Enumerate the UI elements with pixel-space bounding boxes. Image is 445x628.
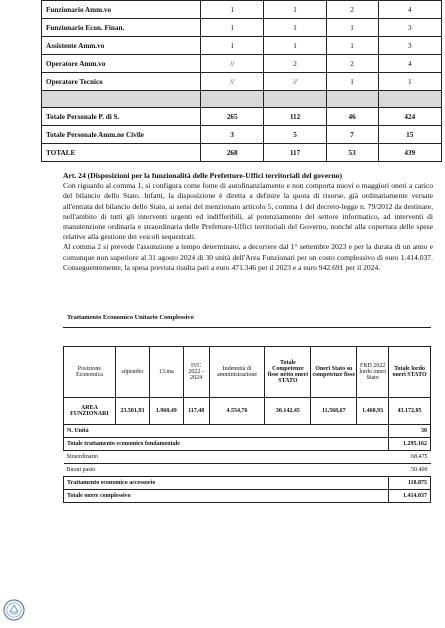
cell: 3 xyxy=(378,19,441,37)
row-label: Operatore Amm.vo xyxy=(42,55,201,73)
cell: 1 xyxy=(201,19,264,37)
personnel-table xyxy=(41,0,442,162)
cell: 3 xyxy=(378,37,441,55)
empty-cell xyxy=(264,91,326,108)
cell: 1 xyxy=(264,1,326,19)
cell: 117 xyxy=(264,144,326,162)
article-paragraph: Con riguardo al comma 1, si configura come fonte di autofinanziamento e non comporta nuovi o maggiori oneri a carico del bilancio dello Stato. Infatti, la disposizione è diretta a definire la quota di risorse, già ordinariamente versate all'entrata del bilancio dello Stato, ai sensi del menzionato articolo 5, comma 1 del decreto-legge n. 79/2012 da destinare, nell'ambito di tutti gli interventi urgenti ed indifferibili, al potenziamento del settore informatico, ad interventi di manutenzione ordinaria e straordinaria delle Prefetture-Uffici territoriali del Governo, nonché alla copertura delle spese relative alla gestione dei veicoli sequestrati. xyxy=(63,181,433,242)
empty-cell xyxy=(42,91,201,108)
column-header: Oneri Stato su competenze fisse xyxy=(311,347,357,398)
row-label: Totale Personale Amm.ne Civile xyxy=(42,126,201,144)
spacer-row xyxy=(42,91,442,108)
row-label: Funzionario Amm.vo xyxy=(42,1,201,19)
summary-label: Trattamento economico accessorio xyxy=(64,477,389,490)
summary-value: 118.875 xyxy=(389,477,431,490)
cost-table xyxy=(63,346,431,503)
cell: 117,48 xyxy=(183,398,209,425)
row-label: Operatore Tecnico xyxy=(42,73,201,91)
cell: 1 xyxy=(201,1,264,19)
cell: 15 xyxy=(378,126,441,144)
cell: 53 xyxy=(326,144,378,162)
summary-row xyxy=(64,477,431,490)
cell: 30.142,45 xyxy=(265,398,311,425)
cell: 4 xyxy=(378,55,441,73)
row-label: Totale Personale P. di S. xyxy=(42,108,201,126)
summary-label: Totale trattamento economico fondamentale xyxy=(64,438,389,451)
cell: 268 xyxy=(201,144,264,162)
summary-value: 50.400 xyxy=(389,464,431,477)
cell: 4.554,76 xyxy=(209,398,265,425)
cell: 265 xyxy=(201,108,264,126)
table-row xyxy=(64,398,431,425)
header-row xyxy=(64,347,431,398)
divider xyxy=(63,327,431,328)
column-header: Totale Competenze fisse netto oneri STATO xyxy=(265,347,311,398)
empty-cell xyxy=(378,91,441,108)
cell: 1 xyxy=(264,37,326,55)
grand-total-row xyxy=(42,144,442,162)
empty-cell xyxy=(326,91,378,108)
table-row xyxy=(42,55,442,73)
cell: 424 xyxy=(378,108,441,126)
article-paragraph: Al comma 2 si prevede l'assunzione a tempo determinato, a decorrere dal 1° settembre 2023 e per la durata di un anno e comunque non superiore al 31 agosto 2024 di 30 unità dell'Area Funzionari per un costo complessivo di euro 1.414.037. Conseguentemente, la spesa prevista risulta pari a euro 471.346 per il 2023 e a euro 942.691 per il 2024. xyxy=(63,242,433,272)
cell: 3 xyxy=(201,126,264,144)
cell: 1 xyxy=(326,73,378,91)
cell: 1 xyxy=(264,19,326,37)
table-row xyxy=(42,73,442,91)
cell: 2 xyxy=(264,55,326,73)
summary-row xyxy=(64,464,431,477)
cell: 112 xyxy=(264,108,326,126)
total-row xyxy=(42,108,442,126)
summary-label: Straordinario xyxy=(64,451,389,464)
cell: 4 xyxy=(378,1,441,19)
cell: 1.968,49 xyxy=(149,398,183,425)
column-header: Totale lordo oneri STATO xyxy=(389,347,431,398)
article-section xyxy=(63,171,433,273)
summary-value: 30 xyxy=(389,425,431,438)
summary-value: 1.414.037 xyxy=(389,490,431,503)
total-row xyxy=(42,126,442,144)
cell: 5 xyxy=(264,126,326,144)
row-label: Funzionario Econ. Finan. xyxy=(42,19,201,37)
cell: 23.501,93 xyxy=(115,398,149,425)
cell: 7 xyxy=(326,126,378,144)
table-row xyxy=(42,37,442,55)
cell: 1 xyxy=(201,37,264,55)
cell: 2 xyxy=(326,1,378,19)
summary-row xyxy=(64,425,431,438)
summary-value: 1.295.162 xyxy=(389,438,431,451)
summary-label: Buoni pasto xyxy=(64,464,389,477)
cell: 1.460,93 xyxy=(357,398,389,425)
summary-row xyxy=(64,451,431,464)
cell: 46 xyxy=(326,108,378,126)
cell: 1 xyxy=(326,37,378,55)
summary-row xyxy=(64,438,431,451)
column-header: FRD 2022 lordo oneri Stato xyxy=(357,347,389,398)
row-label: TOTALE xyxy=(42,144,201,162)
cell: 43.172,05 xyxy=(389,398,431,425)
column-header: 13.ma xyxy=(149,347,183,398)
column-header: Posizione Economica xyxy=(64,347,116,398)
seal-icon xyxy=(3,599,25,621)
cell: 439 xyxy=(378,144,441,162)
table-row xyxy=(42,19,442,37)
column-header: stipendio xyxy=(115,347,149,398)
cell: 1 xyxy=(378,73,441,91)
column-header: Indennità di amministrazione xyxy=(209,347,265,398)
table-row xyxy=(42,1,442,19)
cell: 1 xyxy=(326,19,378,37)
column-header: IVC 2022 - 2024 xyxy=(183,347,209,398)
row-label: Assistente Amm.vo xyxy=(42,37,201,55)
cell: AREA FUNZIONARI xyxy=(64,398,116,425)
cost-table-title: Trattamento Economico Unitario Complessivo xyxy=(67,314,194,321)
empty-cell xyxy=(201,91,264,108)
summary-value: 68.475 xyxy=(389,451,431,464)
summary-row xyxy=(64,490,431,503)
cell: // xyxy=(264,73,326,91)
summary-label: N. Unità xyxy=(64,425,389,438)
cell: 2 xyxy=(326,55,378,73)
cell: // xyxy=(201,55,264,73)
article-title: Art. 24 (Disposizioni per la funzionalità delle Prefetture-Uffici territoriali del governo) xyxy=(63,171,343,180)
summary-label: Totale onere complessivo xyxy=(64,490,389,503)
cell: // xyxy=(201,73,264,91)
cell: 11.568,67 xyxy=(311,398,357,425)
